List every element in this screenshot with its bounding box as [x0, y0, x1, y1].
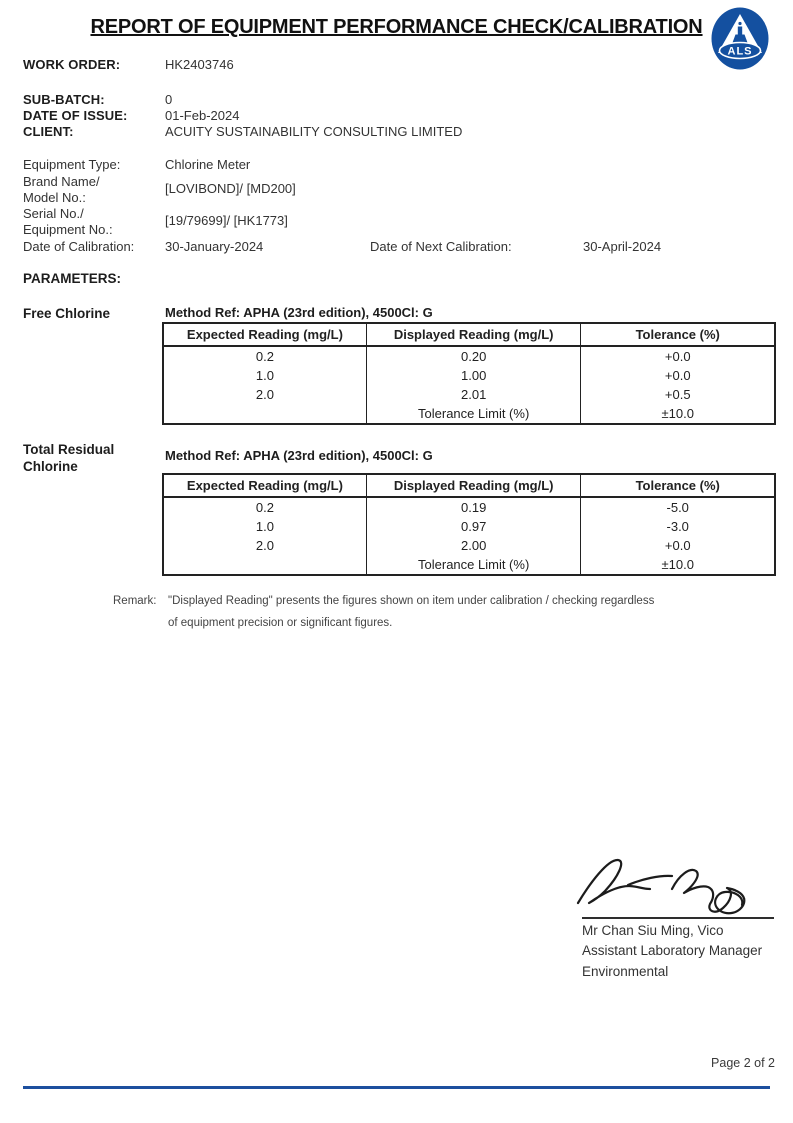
cell-displayed: 0.97 — [366, 517, 581, 536]
date-of-issue-value: 01-Feb-2024 — [165, 108, 240, 123]
brand-name-label: Brand Name/ — [23, 174, 100, 189]
signatory-department: Environmental — [582, 964, 669, 979]
svg-text:ALS: ALS — [727, 45, 753, 58]
table-header-row — [163, 323, 775, 346]
signatory-title: Assistant Laboratory Manager — [582, 943, 763, 958]
cell-empty — [163, 555, 366, 575]
tolerance-limit-label: Tolerance Limit (%) — [366, 555, 581, 575]
table-row — [163, 517, 775, 536]
free-chlorine-method-ref: Method Ref: APHA (23rd edition), 4500Cl: G — [165, 305, 433, 320]
cell-tolerance: -5.0 — [581, 497, 775, 517]
parameters-heading: PARAMETERS: — [23, 271, 122, 286]
serial-equipment-value: [19/79699]/ [HK1773] — [165, 213, 288, 228]
work-order-label: WORK ORDER: — [23, 57, 121, 72]
cell-expected: 0.2 — [163, 346, 366, 366]
cell-tolerance: -3.0 — [581, 517, 775, 536]
client-label: CLIENT: — [23, 124, 74, 139]
col-expected-reading: Expected Reading (mg/L) — [163, 323, 366, 346]
date-of-calibration-label: Date of Calibration: — [23, 239, 135, 254]
footer-rule — [23, 1086, 770, 1089]
cell-displayed: 0.19 — [366, 497, 581, 517]
cell-expected: 0.2 — [163, 497, 366, 517]
sub-batch-label: SUB-BATCH: — [23, 92, 105, 107]
equipment-type-label: Equipment Type: — [23, 157, 121, 172]
cell-tolerance: +0.0 — [581, 346, 775, 366]
serial-no-label: Serial No./ — [23, 206, 84, 221]
cell-tolerance: +0.0 — [581, 536, 775, 555]
als-logo — [711, 7, 769, 70]
date-of-next-calibration-label: Date of Next Calibration: — [370, 239, 512, 254]
table-row — [163, 536, 775, 555]
free-chlorine-table — [162, 322, 776, 425]
col-displayed-reading: Displayed Reading (mg/L) — [366, 474, 581, 497]
total-residual-chlorine-method-ref: Method Ref: APHA (23rd edition), 4500Cl: G — [165, 448, 433, 463]
tolerance-limit-label: Tolerance Limit (%) — [366, 404, 581, 424]
cell-displayed: 1.00 — [366, 366, 581, 385]
remark-label: Remark: — [113, 595, 157, 607]
date-of-next-calibration-value: 30-April-2024 — [583, 239, 662, 254]
total-residual-chlorine-table — [162, 473, 776, 576]
col-tolerance: Tolerance (%) — [581, 323, 775, 346]
total-residual-chlorine-section-label: Total Residual Chlorine — [23, 442, 115, 474]
sub-batch-value: 0 — [165, 92, 173, 107]
cell-displayed: 0.20 — [366, 346, 581, 366]
equipment-no-label: Equipment No.: — [23, 222, 113, 237]
equipment-type-value: Chlorine Meter — [165, 157, 251, 172]
cell-displayed: 2.00 — [366, 536, 581, 555]
client-value: ACUITY SUSTAINABILITY CONSULTING LIMITED — [165, 124, 463, 139]
tolerance-limit-value: ±10.0 — [581, 404, 775, 424]
page-title: REPORT OF EQUIPMENT PERFORMANCE CHECK/CALIBRATION — [90, 16, 703, 38]
table-header-row — [163, 474, 775, 497]
cell-tolerance: +0.0 — [581, 366, 775, 385]
signature-line — [582, 917, 774, 919]
cell-expected: 1.0 — [163, 366, 366, 385]
cell-expected: 2.0 — [163, 536, 366, 555]
table-row — [163, 497, 775, 517]
page-number: Page 2 of 2 — [711, 1056, 775, 1070]
tolerance-limit-value: ±10.0 — [581, 555, 775, 575]
col-displayed-reading: Displayed Reading (mg/L) — [366, 323, 581, 346]
cell-expected: 1.0 — [163, 517, 366, 536]
model-no-label: Model No.: — [23, 190, 86, 205]
remark-line2: of equipment precision or significant figures. — [168, 617, 393, 629]
signature — [572, 845, 772, 915]
table-row — [163, 385, 775, 404]
free-chlorine-section-label: Free Chlorine — [23, 306, 111, 321]
remark-line1: "Displayed Reading" presents the figures shown on item under calibration / checking regardless — [168, 595, 655, 607]
cell-displayed: 2.01 — [366, 385, 581, 404]
tolerance-limit-row — [163, 555, 775, 575]
table-row — [163, 346, 775, 366]
col-tolerance: Tolerance (%) — [581, 474, 775, 497]
work-order-value: HK2403746 — [165, 57, 234, 72]
table-row — [163, 366, 775, 385]
signatory-name: Mr Chan Siu Ming, Vico — [582, 923, 724, 938]
cell-expected: 2.0 — [163, 385, 366, 404]
cell-tolerance: +0.5 — [581, 385, 775, 404]
brand-model-value: [LOVIBOND]/ [MD200] — [165, 181, 296, 196]
als-logo-icon — [711, 7, 769, 70]
date-of-issue-label: DATE OF ISSUE: — [23, 108, 128, 123]
signature-icon — [572, 845, 772, 915]
cell-empty — [163, 404, 366, 424]
date-of-calibration-value: 30-January-2024 — [165, 239, 264, 254]
tolerance-limit-row — [163, 404, 775, 424]
col-expected-reading: Expected Reading (mg/L) — [163, 474, 366, 497]
